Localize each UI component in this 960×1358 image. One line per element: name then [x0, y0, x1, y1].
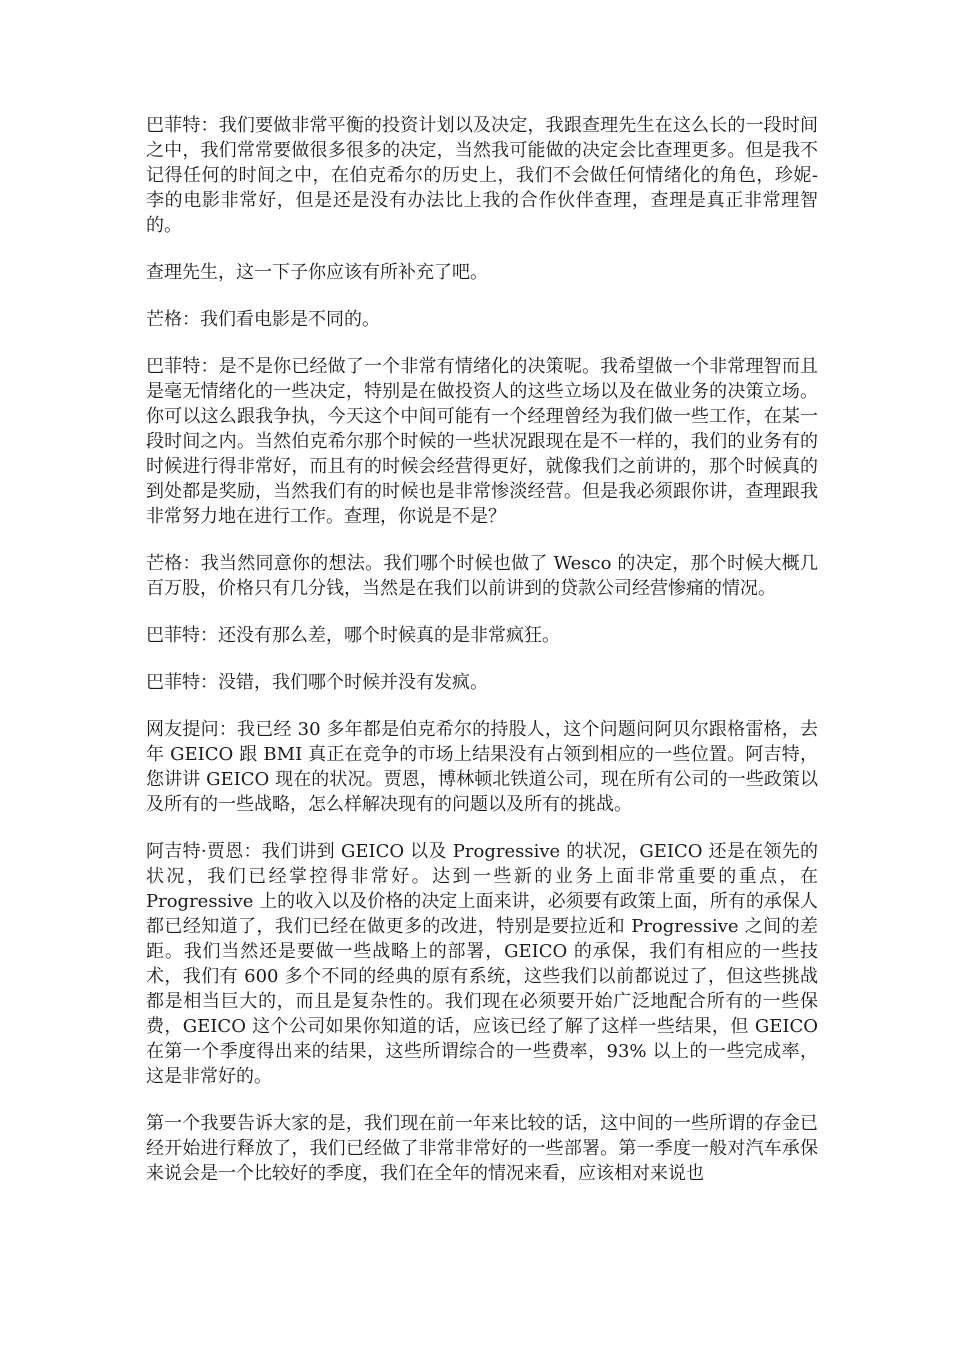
paragraph-munger-wesco: 芒格：我当然同意你的想法。我们哪个时候也做了 Wesco 的决定，那个时候大概几百万股，价格只有几分钱，当然是在我们以前讲到的贷款公司经营惨痛的情况。: [146, 553, 818, 599]
paragraph-ajit-jain-geico: 阿吉特·贾恩：我们讲到 GEICO 以及 Progressive 的状况，GEICO 还是在领先的状况，我们已经掌控得非常好。达到一些新的业务上面非常重要的重点，在 Progressive 上的收入以及价格的决定上面来讲，必须要有政策上面，所有的承保人都已经知道了，我们已经在做更多的改进，特别是要拉近和 Progressive 之间的差距。我们当然还是要做一些战略上的部署，GEICO 的承保，我们有相应的一些技术，我们有 600 多个不同的经典的原有系统，这些我们以前都说过了，但这些挑战都是相当巨大的，而且是复杂性的。我们现在必须要开始广泛地配合所有的一些保费，GEICO 这个公司如果你知道的话，应该已经了解了这样一些结果，但 GEICO 在第一个季度得出来的结果，这些所谓综合的一些费率，93% 以上的一些完成率，这是非常好的。: [146, 841, 818, 1087]
document-page: [146, 113, 818, 1208]
paragraph-ask-charlie: 查理先生，这一下子你应该有所补充了吧。: [146, 262, 488, 283]
paragraph-shareholder-question: 网友提问：我已经 30 多年都是伯克希尔的持股人，这个问题问阿贝尔跟格雷格，去年 GEICO 跟 BMI 真正在竞争的市场上结果没有占领到相应的一些位置。阿吉特，您讲讲 GEICO 现在的状况。贾恩，博林顿北铁道公司，现在所有公司的一些政策以及所有的一些战略，怎么样解决现有的问题以及所有的挑战。: [146, 719, 818, 815]
paragraph-buffett-emotional-decision: 巴菲特：是不是你已经做了一个非常有情绪化的决策呢。我希望做一个非常理智而且是毫无情绪化的一些决定，特别是在做投资人的这些立场以及在做业务的决策立场。你可以这么跟我争执，今天这个中间可能有一个经理曾经为我们做一些工作，在某一段时间之内。当然伯克希尔那个时候的一些状况跟现在是不一样的，我们的业务有的时候进行得非常好，而且有的时候会经营得更好，就像我们之前讲的，那个时候真的到处都是奖励，当然我们有的时候也是非常惨淡经营。但是我必须跟你讲，查理跟我非常努力地在进行工作。查理，你说是不是？: [146, 356, 818, 527]
paragraph-munger-movies: 芒格：我们看电影是不同的。: [146, 309, 380, 330]
paragraph-first-quarter: 第一个我要告诉大家的是，我们现在前一年来比较的话，这中间的一些所谓的存金已经开始进行释放了，我们已经做了非常非常好的一些部署。第一季度一般对汽车承保来说会是一个比较好的季度，我们在全年的情况来看，应该相对来说也: [146, 1113, 818, 1184]
paragraph-buffett-not-that-bad: 巴菲特：还没有那么差，哪个时候真的是非常疯狂。: [146, 625, 560, 646]
paragraph-buffett-balanced-decisions: 巴菲特：我们要做非常平衡的投资计划以及决定，我跟查理先生在这么长的一段时间之中，我们常常要做很多很多的决定，当然我可能做的决定会比查理更多。但是我不记得任何的时间之中，在伯克希尔的历史上，我们不会做任何情绪化的角色，珍妮-李的电影非常好，但是还是没有办法比上我的合作伙伴查理，查理是真正非常理智的。: [146, 115, 818, 236]
paragraph-buffett-not-crazy: 巴菲特：没错，我们哪个时候并没有发疯。: [146, 672, 488, 693]
